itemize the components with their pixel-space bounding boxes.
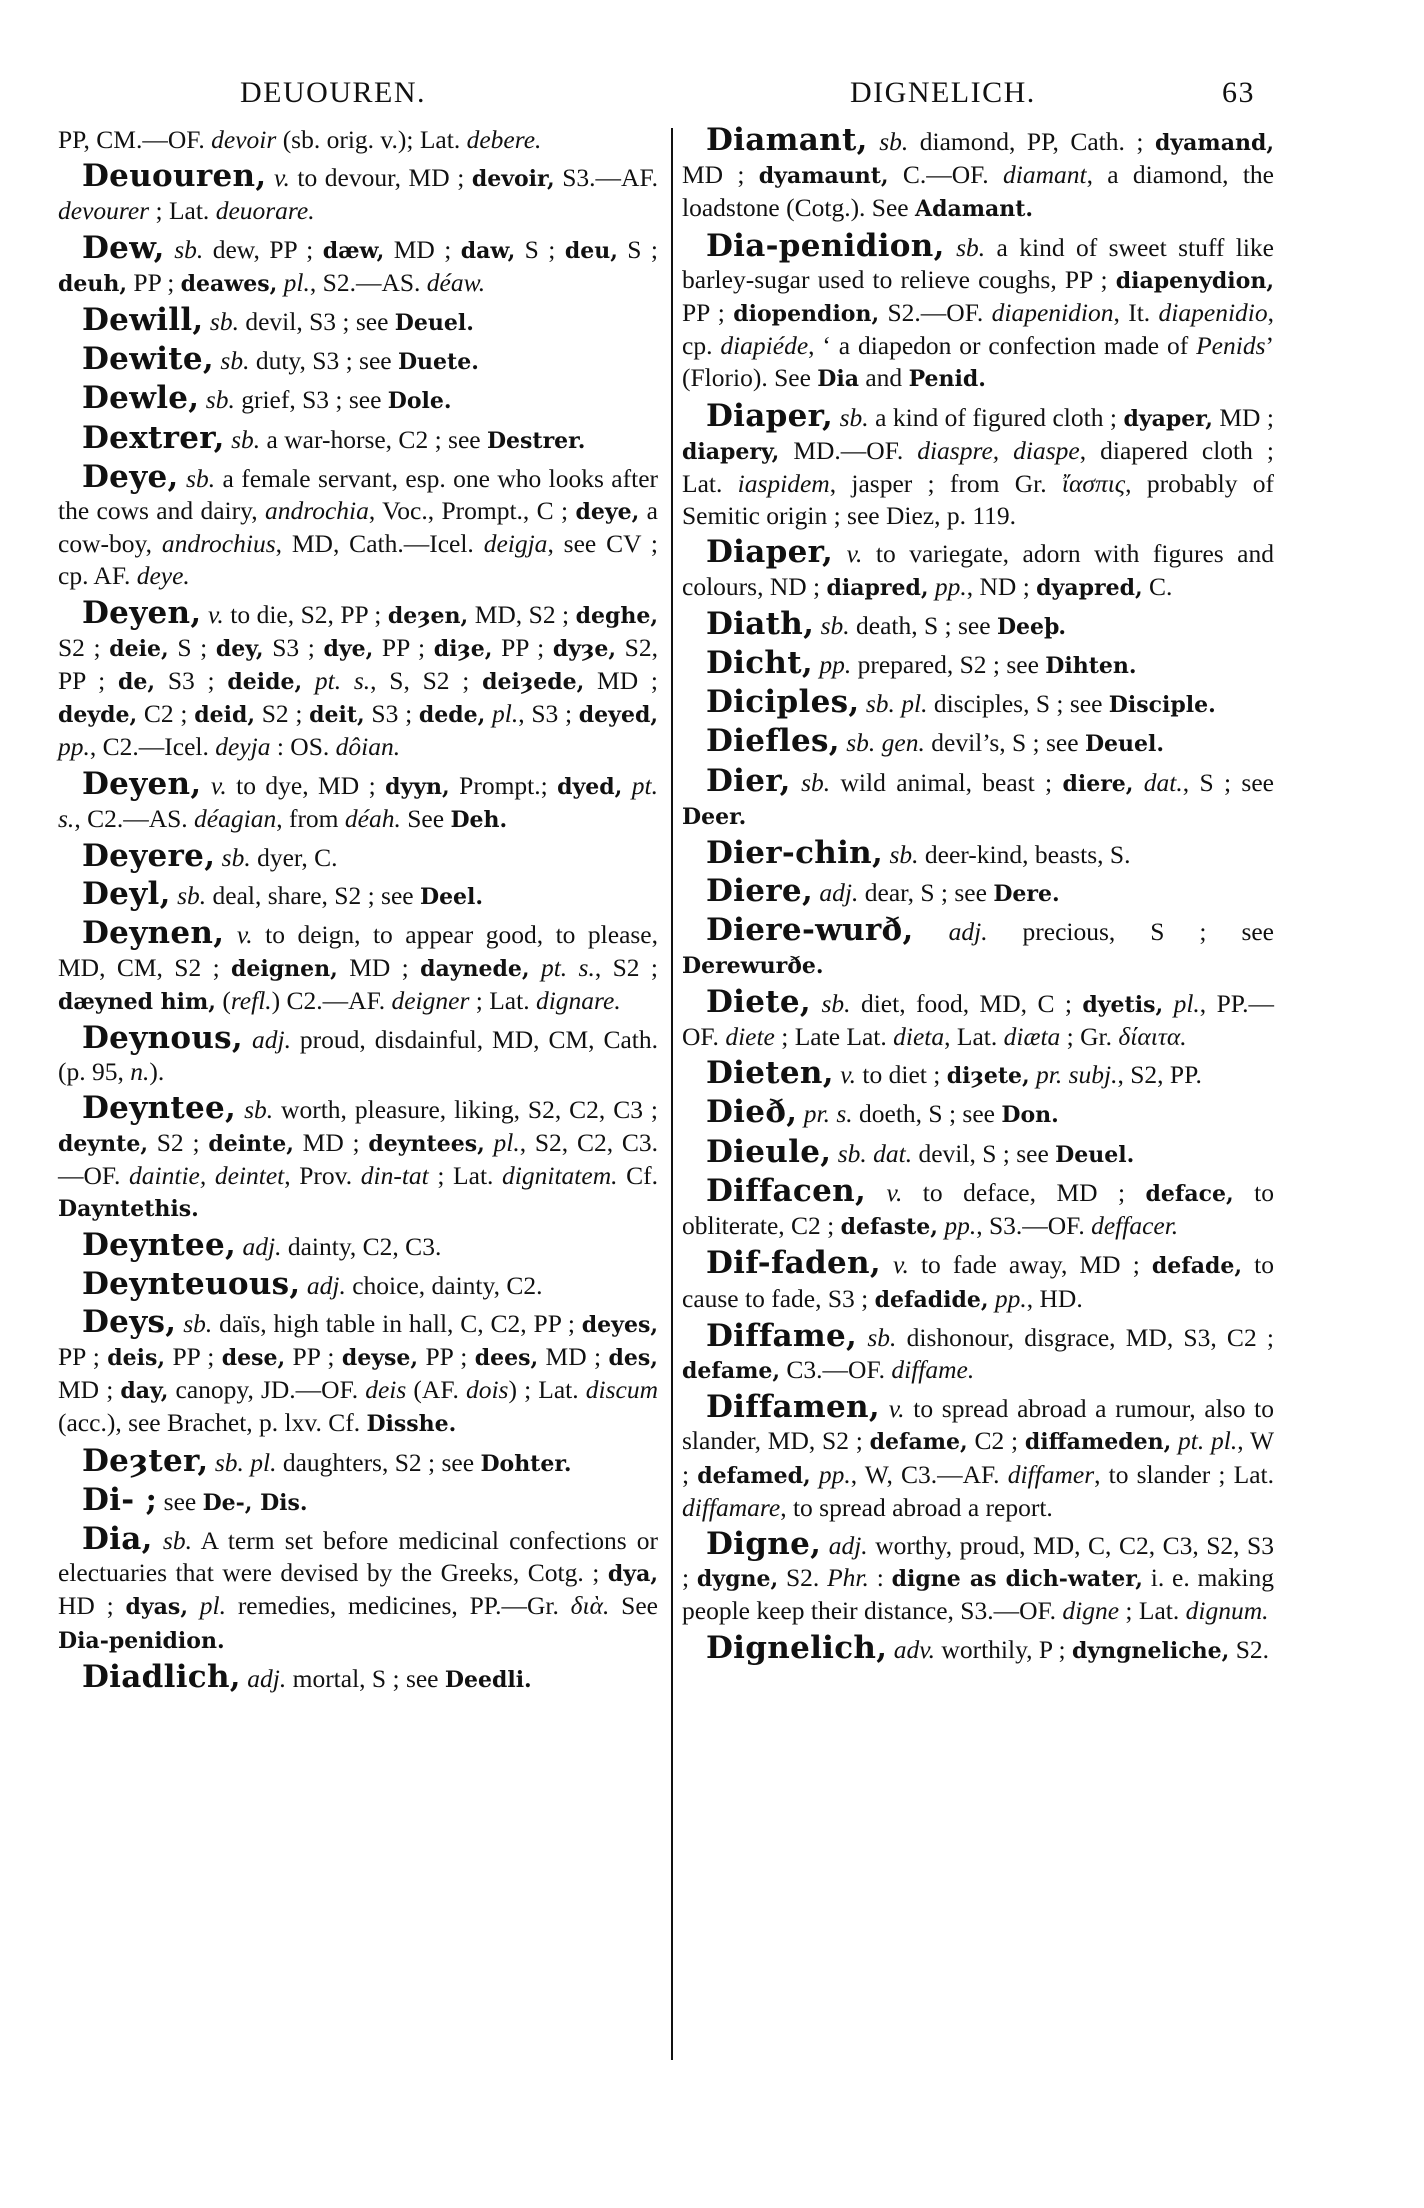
entry-headword: Deye, bbox=[82, 458, 179, 495]
entry-definition: v. to variegate, adorn with figures and colours, ND ; diapred, pp., ND ; dyapred, C. bbox=[682, 539, 1274, 601]
entry-definition: v. to devour, MD ; devoir, S3.—AF. devourer ; Lat. deuorare. bbox=[58, 163, 658, 226]
entry-headword: Deȝter, bbox=[82, 1442, 209, 1479]
dictionary-entry bbox=[682, 1317, 1274, 1387]
entry-definition: v. to deface, MD ; deface, to obliterate, C2 ; defaste, pp., S3.—OF. deffacer. bbox=[682, 1177, 1274, 1241]
entry-headword: Dif-faden, bbox=[706, 1245, 881, 1282]
entry-definition: pr. s. doeth, S ; see Don. bbox=[803, 1099, 1059, 1129]
entry-headword: Dicht, bbox=[706, 645, 813, 682]
entry-definition: sb. a female servant, esp. one who looks after the cows and dairy, androchia, Voc., Prompt., C ; deye, a cow-boy, androchius, MD, Cath.—Icel. deigja, see CV ; cp. AF. deye. bbox=[58, 463, 659, 591]
entry-headword: Dewite, bbox=[82, 341, 215, 378]
dictionary-entry bbox=[58, 1520, 658, 1657]
dictionary-entry bbox=[58, 1442, 658, 1480]
entry-definition: sb. diet, food, MD, C ; dyetis, pl., PP.—OF. diete ; Late Lat. dieta, Lat. diæta ; Gr. δίαιτα. bbox=[682, 988, 1274, 1052]
entry-definition: PP, CM.—OF. devoir (sb. orig. v.); Lat. debere. bbox=[58, 125, 542, 154]
entry-definition: sb. grief, S3 ; see Dole. bbox=[205, 385, 452, 415]
dictionary-entry bbox=[682, 1133, 1274, 1171]
entry-headword: Dier, bbox=[706, 762, 791, 799]
entry-definition: see De-, Dis. bbox=[157, 1486, 308, 1516]
entry-headword: Dextrer, bbox=[82, 419, 225, 456]
entry-definition: sb. gen. devil’s, S ; see Deuel. bbox=[846, 728, 1165, 758]
dictionary-entry bbox=[58, 458, 659, 593]
dictionary-entry bbox=[58, 124, 658, 156]
dictionary-entry bbox=[58, 1092, 658, 1225]
entry-headword: Dieule, bbox=[706, 1133, 832, 1170]
dictionary-entry bbox=[682, 536, 1274, 603]
dictionary-entry bbox=[58, 878, 658, 913]
entry-headword: Deyen, bbox=[82, 765, 202, 802]
entry-headword: Diadlich, bbox=[82, 1658, 241, 1695]
entry-definition: sb. wild animal, beast ; diere, dat., S ; see Deer. bbox=[682, 767, 1274, 830]
right-guide-word: DIGNELICH. bbox=[850, 76, 1036, 109]
entry-definition: sb. duty, S3 ; see Duete. bbox=[220, 346, 479, 376]
dictionary-entry bbox=[58, 840, 658, 874]
dictionary-entry bbox=[58, 419, 658, 457]
entry-headword: Deyen, bbox=[82, 594, 202, 631]
entry-definition: v. to fade away, MD ; defade, to cause to fade, S3 ; defadide, pp., HD. bbox=[682, 1250, 1274, 1313]
dictionary-entry bbox=[682, 875, 1274, 910]
dictionary-entry bbox=[58, 917, 658, 1018]
entry-definition: adv. worthily, P ; dyngneliche, S2. bbox=[893, 1634, 1269, 1664]
entry-definition: adj. dainty, C2, C3. bbox=[242, 1232, 442, 1262]
entry-definition: sb. a kind of sweet stuff like barley-sugar used to relieve coughs, PP ; diapenydion, PP ; diopendion, S2.—OF. diapenidion, It. diapenidio, cp. diapiéde, ‘ a diapedon or confection made of Penids’ (Florio). See Dia and Penid. bbox=[682, 232, 1274, 393]
page-number: 63 bbox=[1222, 76, 1255, 109]
entry-definition: v. to dye, MD ; dyyn, Prompt.; dyed, pt. s., C2.—AS. déagian, from déah. See Deh. bbox=[58, 770, 659, 833]
dictionary-entry bbox=[58, 1658, 658, 1696]
entry-headword: Diaper, bbox=[706, 534, 834, 571]
entry-definition: sb. deer-kind, beasts, S. bbox=[889, 840, 1131, 870]
entry-headword: Diffamen, bbox=[706, 1389, 880, 1426]
entry-headword: Dignelich, bbox=[706, 1629, 888, 1666]
entry-headword: Dia-penidion, bbox=[706, 227, 945, 264]
dictionary-entry bbox=[58, 594, 659, 764]
right-column bbox=[682, 124, 1274, 1671]
entry-headword: Dewle, bbox=[82, 380, 200, 417]
dictionary-entry bbox=[58, 304, 658, 339]
entry-headword: Dier-chin, bbox=[706, 835, 884, 872]
entry-definition: sb. dishonour, disgrace, MD, S3, C2 ; defame, C3.—OF. diffame. bbox=[682, 1322, 1274, 1384]
dictionary-entry bbox=[682, 686, 1274, 721]
dictionary-entry bbox=[58, 1265, 658, 1302]
entry-headword: Deys, bbox=[82, 1303, 177, 1340]
entry-definition: sb. A term set before medicinal confections or electuaries that were devised by the Greeks, Cotg. ; dya, HD ; dyas, pl. remedies, medicines, PP.—Gr. διὰ. See Dia-penidion. bbox=[58, 1525, 658, 1654]
entry-definition: sb. daïs, high table in hall, C, C2, PP ; deyes, PP ; deis, PP ; dese, PP ; deyse, PP ; dees, MD ; des, MD ; day, canopy, JD.—OF. deis (AF. dois) ; Lat. discum (acc.), see Brachet, p. lxv. Cf. Disshe. bbox=[58, 1308, 659, 1438]
entry-definition: v. to diet ; diȝete, pr. subj., S2, PP. bbox=[840, 1060, 1202, 1090]
entry-definition: sb. pl. disciples, S ; see Disciple. bbox=[865, 689, 1216, 719]
entry-definition: sb. a kind of figured cloth ; dyaper, MD ; diapery, MD.—OF. diaspre, diaspe, diapered cloth ; Lat. iaspidem, jasper ; from Gr. ἴασπις, probably of Semitic origin ; see Diez, p. 119. bbox=[682, 402, 1274, 531]
dictionary-entry bbox=[682, 725, 1274, 760]
entry-definition: v. to die, S2, PP ; deȝen, MD, S2 ; deghe, S2 ; deie, S ; dey, S3 ; dye, PP ; diȝe, PP ; dyȝe, S2, PP ; de, S3 ; deide, pt. s., S, S2 ; deiȝede, MD ; deyde, C2 ; deid, S2 ; deit, S3 ; dede, pl., S3 ; deyed, pp., C2.—Icel. deyja : OS. dôian. bbox=[58, 599, 659, 762]
dictionary-entry bbox=[682, 1391, 1274, 1524]
entry-headword: Deynen, bbox=[82, 915, 225, 952]
entry-headword: Dew, bbox=[82, 229, 165, 266]
entry-definition: pp. prepared, S2 ; see Dihten. bbox=[819, 650, 1137, 680]
entry-headword: Deyntee, bbox=[82, 1227, 237, 1264]
entry-definition: sb. deal, share, S2 ; see Deel. bbox=[177, 881, 484, 911]
entry-headword: Diath, bbox=[706, 605, 815, 642]
left-guide-word: DEUOUREN. bbox=[240, 76, 426, 109]
dictionary-entry bbox=[58, 160, 658, 227]
dictionary-entry bbox=[682, 647, 1274, 682]
dictionary-entry bbox=[682, 1525, 1275, 1628]
dictionary-entry bbox=[682, 983, 1274, 1053]
dictionary-entry bbox=[682, 124, 1274, 226]
entry-headword: Diefles, bbox=[706, 723, 840, 760]
dictionary-entry bbox=[682, 227, 1274, 396]
dictionary-entry bbox=[58, 229, 658, 300]
dictionary-entry bbox=[682, 837, 1274, 871]
entry-headword: Diere, bbox=[706, 873, 814, 910]
entry-definition: adj. choice, dainty, C2. bbox=[306, 1270, 543, 1300]
left-column bbox=[58, 124, 658, 1700]
entry-definition: sb. a war-horse, C2 ; see Destrer. bbox=[231, 424, 586, 454]
entry-definition: sb. diamond, PP, Cath. ; dyamand, MD ; dyamaunt, C.—OF. diamant, a diamond, the loadstone (Cotg.). See Adamant. bbox=[682, 127, 1274, 223]
entry-headword: Diere-wurð, bbox=[706, 912, 914, 949]
entry-headword: Dieð, bbox=[706, 1094, 798, 1131]
entry-definition: v. to deign, to appear good, to please, MD, CM, S2 ; deignen, MD ; daynede, pt. s., S2 ; dæyned him, (refl.) C2.—AF. deigner ; Lat. dignare. bbox=[58, 920, 658, 1015]
entry-definition: sb. death, S ; see Deeþ. bbox=[820, 610, 1066, 640]
entry-headword: Diffame, bbox=[706, 1317, 858, 1354]
entry-headword: Deyntee, bbox=[82, 1090, 237, 1127]
dictionary-entry bbox=[682, 1057, 1274, 1092]
column-divider bbox=[671, 128, 673, 2060]
entry-definition: sb. devil, S3 ; see Deuel. bbox=[209, 307, 474, 337]
dictionary-entry bbox=[58, 765, 659, 836]
entry-headword: Diaper, bbox=[706, 397, 834, 434]
dictionary-entry bbox=[682, 605, 1274, 643]
entry-definition: adj. mortal, S ; see Deedli. bbox=[247, 1663, 532, 1693]
dictionary-entry bbox=[682, 914, 1274, 981]
entry-headword: Dieten, bbox=[706, 1055, 834, 1092]
entry-definition: adj. dear, S ; see Dere. bbox=[819, 878, 1060, 908]
dictionary-entry bbox=[682, 762, 1274, 833]
entry-headword: Digne, bbox=[706, 1525, 822, 1562]
entry-definition: sb. pl. daughters, S2 ; see Dohter. bbox=[214, 1447, 572, 1477]
dictionary-entry bbox=[682, 1096, 1274, 1131]
entry-headword: Deyere, bbox=[82, 838, 216, 875]
entry-headword: Deynteuous, bbox=[82, 1265, 301, 1302]
entry-headword: Diamant, bbox=[706, 122, 868, 158]
dictionary-entry bbox=[682, 1172, 1274, 1243]
entry-definition: sb. worth, pleasure, liking, S2, C2, C3 ; deynte, S2 ; deinte, MD ; deyntees, pl., S2, C2, C3.—OF. daintie, deintet, Prov. din-tat ; Lat. dignitatem. Cf. Dayntethis. bbox=[58, 1095, 659, 1223]
entry-headword: Deyl, bbox=[82, 876, 171, 913]
dictionary-entry bbox=[58, 382, 658, 417]
entry-definition: adj. precious, S ; see Derewurðe. bbox=[682, 917, 1275, 979]
dictionary-entry bbox=[58, 1303, 659, 1441]
dictionary-entry bbox=[58, 343, 658, 378]
dictionary-entry bbox=[58, 1481, 658, 1519]
dictionary-entry bbox=[682, 1247, 1274, 1315]
entry-definition: v. to spread abroad a rumour, also to slander, MD, S2 ; defame, C2 ; diffameden, pt. pl., W ; defamed, pp., W, C3.—AF. diffamer, to slander ; Lat. diffamare, to spread abroad a report. bbox=[682, 1394, 1275, 1522]
entry-definition: sb. dew, PP ; dæw, MD ; daw, S ; deu, S ; deuh, PP ; deawes, pl., S2.—AS. déaw. bbox=[58, 234, 658, 297]
dictionary-entry bbox=[682, 1629, 1274, 1667]
entry-headword: Deynous, bbox=[82, 1020, 244, 1057]
running-header bbox=[0, 76, 1424, 120]
dictionary-entry bbox=[682, 397, 1274, 533]
entry-headword: Dewill, bbox=[82, 302, 204, 339]
dictionary-entry bbox=[58, 1229, 658, 1263]
entry-headword: Di- ; bbox=[82, 1481, 158, 1518]
entry-headword: Deuouren, bbox=[82, 158, 267, 195]
dictionary-entry bbox=[58, 1022, 658, 1088]
entry-definition: sb. dat. devil, S ; see Deuel. bbox=[837, 1138, 1135, 1168]
entry-headword: Diete, bbox=[706, 983, 812, 1020]
entry-definition: adj. worthy, proud, MD, C, C2, C3, S2, S3 ; dygne, S2. Phr. : digne as dich-water, i. e. making people keep their distance, S3.—OF. digne ; Lat. dignum. bbox=[682, 1530, 1275, 1626]
entry-headword: Dia, bbox=[82, 1520, 153, 1557]
entry-headword: Diffacen, bbox=[706, 1172, 867, 1209]
entry-definition: sb. dyer, C. bbox=[221, 843, 338, 873]
entry-definition: adj. proud, disdainful, MD, CM, Cath. (p. 95, n.). bbox=[58, 1025, 658, 1087]
entry-headword: Diciples, bbox=[706, 684, 860, 721]
